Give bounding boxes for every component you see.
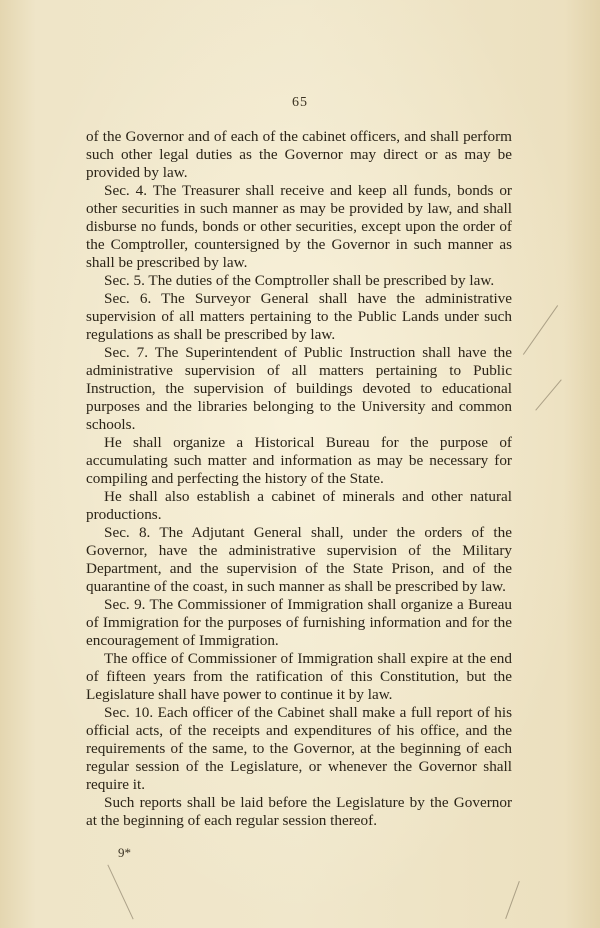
pencil-mark <box>505 881 520 919</box>
paragraph-sec-5: Sec. 5. The duties of the Comptroller shall be prescribed by law. <box>104 272 495 289</box>
paragraph-sec-10: Sec. 10. Each officer of the Cabinet shall make a full report of his official acts, of the receipts and expenditures of his office, and the requirements of the same, to the Governor, at the beginning of each regular session of the Legislature, or whenever the Governor shall require it. <box>86 704 512 793</box>
paragraph-sec-8: Sec. 8. The Adjutant General shall, under the orders of the Governor, have the administrative supervision of the Military Department, and the supervision of the State Prison, and of the quarantine of the coast, in such manner as shall be prescribed by law. <box>86 524 512 595</box>
paragraph-historical-bureau: He shall organize a Historical Bureau for the purpose of accumulating such matter and information as may be necessary for compiling and perfecting the history of the State. <box>86 434 512 487</box>
paragraph-immigration-office: The office of Commissioner of Immigration shall expire at the end of fifteen years from the ratification of this Constitution, but the Legislature shall have power to continue it by law. <box>86 650 512 703</box>
pencil-mark <box>535 379 561 410</box>
paragraph-sec-6: Sec. 6. The Surveyor General shall have the administrative supervision of all matters pertaining to the Public Lands under such regulations as shall be prescribed by law. <box>86 290 512 343</box>
paragraph-minerals-cabinet: He shall also establish a cabinet of minerals and other natural productions. <box>86 488 512 523</box>
paragraph-continuation: of the Governor and of each of the cabinet officers, and shall perform such other legal duties as the Governor may direct or as may be provided by law. <box>86 128 512 181</box>
pencil-mark <box>523 305 558 355</box>
paragraph-reports: Such reports shall be laid before the Legislature by the Governor at the beginning of each regular session thereof. <box>86 794 512 829</box>
pencil-mark <box>107 865 133 920</box>
page-number: 65 <box>292 95 308 110</box>
signature-mark: 9* <box>118 845 131 860</box>
body-text <box>86 128 512 830</box>
paragraph-sec-7: Sec. 7. The Superintendent of Public Instruction shall have the administrative supervision of all matters pertaining to Public Instruction, the supervision of buildings devoted to educational purposes and the libraries belonging to the University and common schools. <box>86 344 512 433</box>
paragraph-sec-4: Sec. 4. The Treasurer shall receive and keep all funds, bonds or other securities in such manner as may be provided by law, and shall disburse no funds, bonds or other securities, except upon the order of the Comptroller, countersigned by the Governor in such manner as shall be prescribed by law. <box>86 182 512 271</box>
paragraph-sec-9: Sec. 9. The Commissioner of Immigration shall organize a Bureau of Immigration for the purposes of furnishing information and for the encouragement of Immigration. <box>86 596 512 649</box>
